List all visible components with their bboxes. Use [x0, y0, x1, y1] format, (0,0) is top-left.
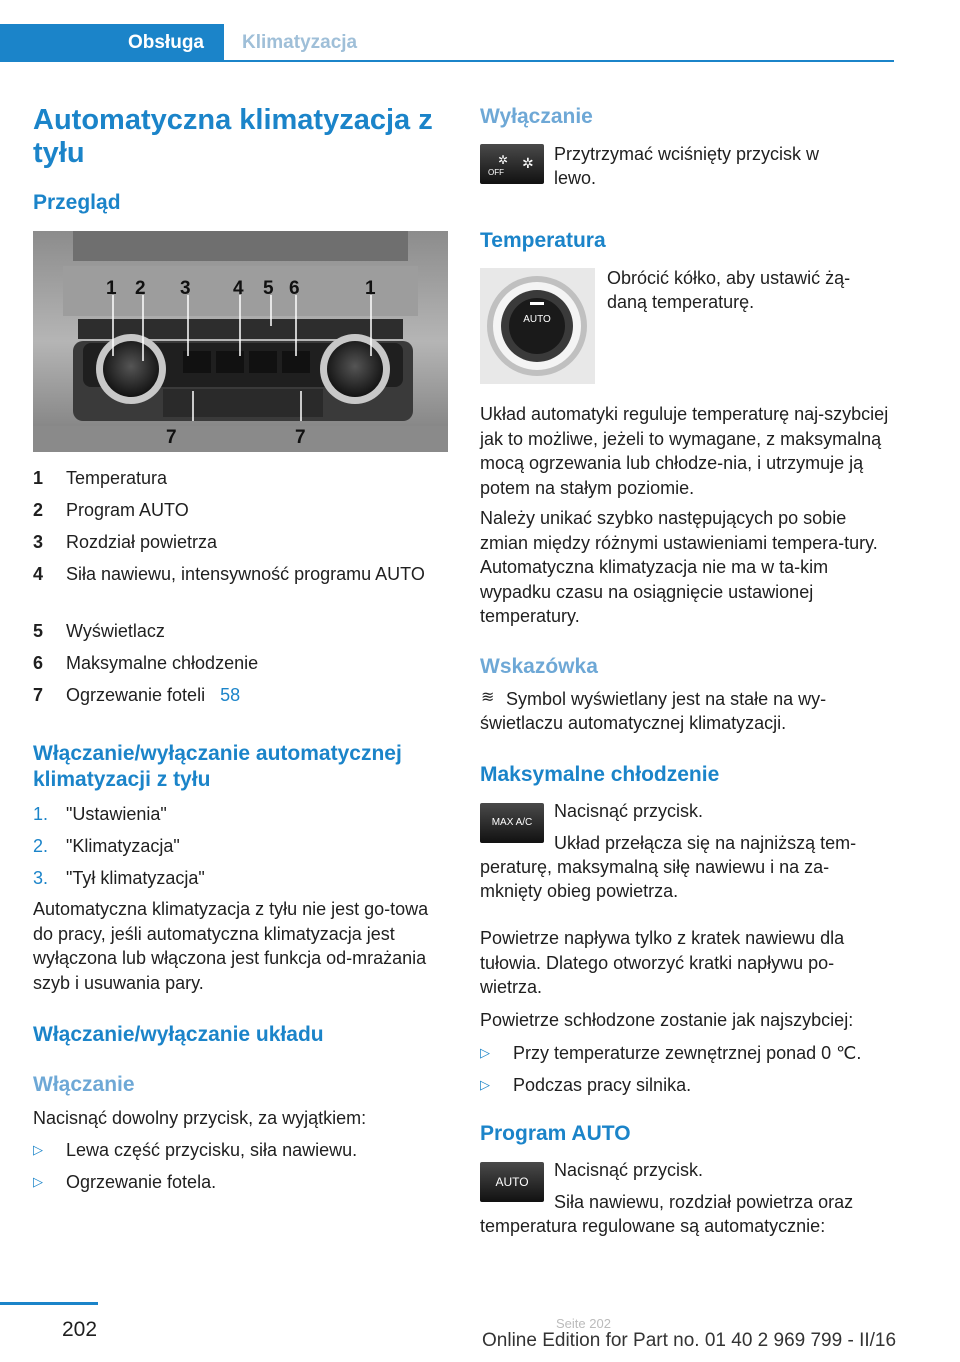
climate-panel-illustration	[33, 231, 448, 452]
callout-4: 4	[233, 278, 244, 299]
header-rule	[224, 60, 894, 62]
fan-off-icon	[480, 144, 544, 184]
legend-num: 4	[33, 564, 44, 584]
callout-3: 3	[180, 278, 191, 299]
temperature-heading: Temperatura	[480, 229, 606, 252]
svg-text:AUTO: AUTO	[523, 314, 551, 325]
step-text: "Ustawienia"	[66, 804, 167, 824]
onoff-heading: Włączanie/wyłączanie automatycznej klimatyzacji z tyłu	[33, 742, 402, 791]
temperature-paragraph-2: Układ automatyki reguluje temperaturę naj-szybciej jak to możliwe, jeżeli to wymagane, z maksymalną mocą ogrzewania lub chłodze-nia, i utrzymuje ją potem na stałym poziomie.	[480, 404, 889, 498]
header-chapter-label: Klimatyzacja	[242, 32, 358, 53]
legend-num: 1	[33, 468, 44, 488]
legend-num: 5	[33, 621, 44, 641]
header-section-tab[interactable]	[0, 24, 224, 62]
step-text: "Tył klimatyzacja"	[66, 868, 205, 888]
legend-text: Siła nawiewu, intensywność programu AUTO	[66, 564, 425, 584]
footer-watermark: Seite 202	[556, 1316, 611, 1331]
overview-heading: Przegląd	[33, 191, 121, 214]
legend-text-seat-heating: Ogrzewanie foteli	[66, 685, 206, 705]
off-button-image	[480, 144, 544, 184]
max-bullet: Przy temperaturze zewnętrznej ponad 0 ℃.	[513, 1043, 862, 1063]
legend-num: 7	[33, 685, 44, 705]
header-section-label: Obsługa	[127, 32, 204, 53]
max-ac-icon-label: MAX A/C	[491, 817, 533, 828]
legend-num: 6	[33, 653, 44, 673]
auto-heading: Program AUTO	[480, 1122, 631, 1145]
legend-num: 3	[33, 532, 44, 552]
footer-rule	[0, 1302, 98, 1305]
legend-text: Maksymalne chłodzenie	[66, 653, 259, 673]
rear-climate-panel-photo	[33, 231, 448, 452]
legend-text: Program AUTO	[66, 500, 189, 520]
legend-text: Wyświetlacz	[66, 621, 165, 641]
step-num: 1.	[33, 804, 49, 824]
off-heading: Wyłączanie	[480, 105, 593, 128]
step-num: 3.	[33, 868, 49, 888]
on-bullet: Ogrzewanie fotela.	[66, 1172, 217, 1192]
page-title: Automatyczna klimatyzacja z tyłu	[33, 104, 433, 169]
note-paragraph: Symbol wyświetlany jest na stałe na wy-świetlaczu automatycznej klimatyzacji.	[480, 689, 827, 733]
temperature-knob-icon	[480, 268, 595, 384]
bullet-triangle-icon: ▷	[480, 1077, 490, 1092]
callout-7a: 7	[166, 427, 177, 448]
system-heading: Włączanie/wyłączanie układu	[33, 1023, 324, 1046]
max-paragraph-2: Układ przełącza się na najniższą tem-peraturę, maksymalną siłę nawiewu i na za-mknięty obieg powietrza.	[480, 833, 857, 901]
svg-text:✲: ✲	[498, 153, 509, 167]
heat-waves-icon: ≋	[481, 689, 495, 706]
auto-paragraph-2: Siła nawiewu, rozdział powietrza oraz temperatura regulowane są automatycznie:	[480, 1192, 854, 1236]
max-cooling-heading: Maksymalne chłodzenie	[480, 763, 720, 786]
note-heading: Wskazówka	[480, 655, 598, 678]
temperature-paragraph: Obrócić kółko, aby ustawić żą-daną temperaturę.	[607, 268, 851, 312]
callout-1b: 1	[365, 278, 376, 299]
callout-1: 1	[106, 278, 117, 299]
auto-paragraph-1: Nacisnąć przycisk.	[554, 1160, 704, 1180]
page-number: 202	[62, 1318, 98, 1341]
legend-text: Rozdział powietrza	[66, 532, 218, 552]
on-heading: Włączanie	[33, 1073, 135, 1096]
svg-text:OFF: OFF	[488, 168, 504, 177]
max-paragraph-3: Powietrze napływa tylko z kratek nawiewu dla tułowia. Dlatego otworzyć kratki napływu po-wietrza.	[480, 928, 845, 997]
on-bullet: Lewa część przycisku, siła nawiewu.	[66, 1140, 358, 1160]
step-text: "Klimatyzacja"	[66, 836, 180, 856]
auto-icon-label: AUTO	[495, 1175, 529, 1189]
off-paragraph: Przytrzymać wciśnięty przycisk w lewo.	[554, 144, 820, 188]
bullet-triangle-icon: ▷	[33, 1142, 43, 1157]
step-num: 2.	[33, 836, 49, 856]
on-paragraph: Nacisnąć dowolny przycisk, za wyjątkiem:	[33, 1108, 367, 1128]
max-paragraph-4: Powietrze schłodzone zostanie jak najszybciej:	[480, 1010, 854, 1030]
temperature-knob-image	[480, 268, 595, 384]
max-paragraph-1: Nacisnąć przycisk.	[554, 801, 704, 821]
callout-2: 2	[135, 278, 146, 299]
onoff-paragraph: Automatyczna klimatyzacja z tyłu nie jest go-towa do pracy, jeśli automatyczna klimatyzacja jest wyłączona lub włączona jest funkcja od-mrażania szyb i usuwania pary.	[33, 899, 429, 993]
callout-6: 6	[289, 278, 300, 299]
svg-text:✲: ✲	[522, 155, 534, 171]
callout-5: 5	[263, 278, 274, 299]
page-ref-link[interactable]: 58	[220, 685, 241, 705]
legend-text: Temperatura	[66, 468, 168, 488]
temperature-paragraph-3: Należy unikać szybko następujących po sobie zmian między różnymi ustawieniami tempera-tury. Automatyczna klimatyzacja nie ma w ta-kim wypadku czasu na osiągnięcie ustawionej temperatury.	[480, 508, 878, 626]
callout-7b: 7	[295, 427, 306, 448]
max-bullet: Podczas pracy silnika.	[513, 1075, 692, 1095]
footer-edition: Online Edition for Part no. 01 40 2 969 799 - II/16	[482, 1330, 897, 1351]
bullet-triangle-icon: ▷	[480, 1045, 490, 1060]
bullet-triangle-icon: ▷	[33, 1174, 43, 1189]
legend-text	[66, 683, 240, 707]
legend-num: 2	[33, 500, 44, 520]
header-chapter-tab[interactable]	[224, 24, 894, 62]
